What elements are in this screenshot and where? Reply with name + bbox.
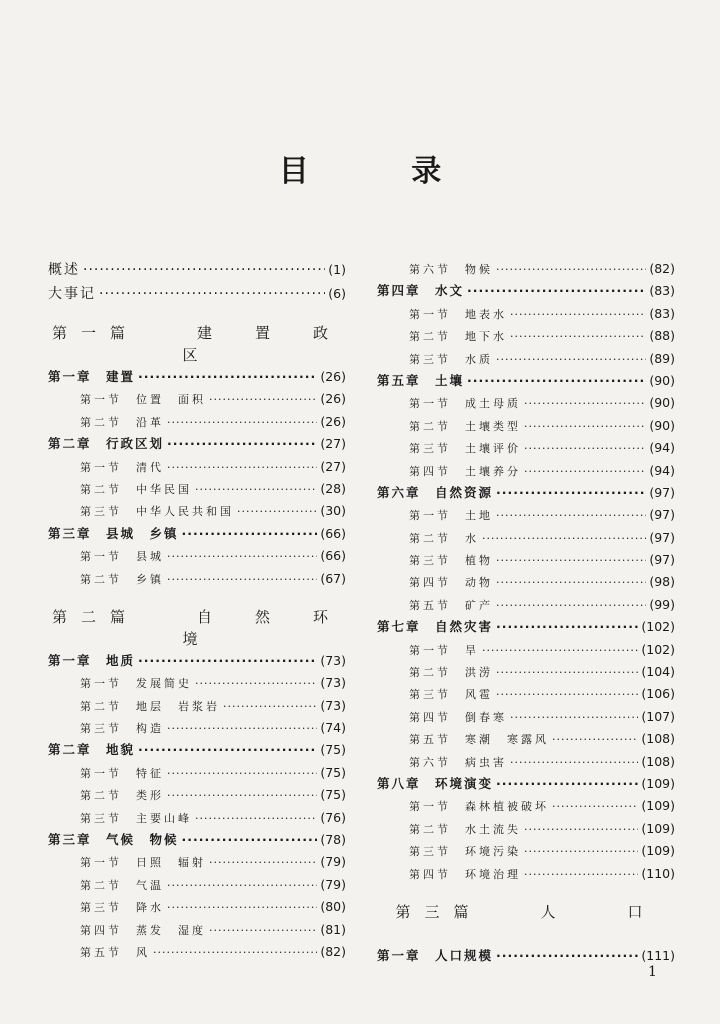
dot-leader	[209, 852, 317, 874]
toc-entry-page: (83)	[649, 283, 675, 299]
toc-entry-page: (109)	[641, 820, 675, 836]
toc-entry-label: 第三章 气候 物候	[48, 832, 179, 848]
toc-entry-label: 第三节 植物	[409, 554, 493, 568]
toc-section-entry[interactable]	[48, 851, 346, 873]
dot-leader	[496, 616, 638, 638]
dot-leader	[167, 546, 317, 568]
toc-section-entry[interactable]	[377, 661, 675, 683]
toc-entry-label: 第一节 森林植被破坏	[409, 800, 549, 814]
dot-leader	[153, 942, 317, 964]
toc-entry-page: (67)	[320, 570, 346, 586]
toc-section-entry[interactable]	[48, 717, 346, 739]
toc-entry-label: 第二节 洪涝	[409, 666, 493, 680]
toc-entry-page: (76)	[320, 809, 346, 825]
toc-entry-page: (78)	[320, 832, 346, 848]
toc-entry-label: 第二章 地貌	[48, 742, 136, 758]
toc-section-entry[interactable]	[48, 478, 346, 500]
toc-entry-label: 第四章 水文	[377, 283, 465, 299]
toc-entry-label: 第七章 自然灾害	[377, 619, 494, 635]
dot-leader	[195, 808, 317, 830]
toc-entry-label: 第三节 水质	[409, 352, 493, 366]
dot-leader	[167, 569, 317, 591]
toc-chapter-entry[interactable]	[377, 616, 675, 638]
toc-entry-page: (99)	[649, 596, 675, 612]
toc-section-entry[interactable]	[377, 751, 675, 773]
dot-leader	[138, 650, 317, 672]
dot-leader	[467, 280, 646, 302]
toc-entry-page: (94)	[649, 440, 675, 456]
toc-entry-page: (90)	[649, 395, 675, 411]
toc-section-entry[interactable]	[48, 456, 346, 478]
dot-leader	[223, 696, 317, 718]
toc-entry-label: 第一节 特征	[80, 766, 164, 780]
toc-section-entry[interactable]	[48, 545, 346, 567]
dot-leader	[496, 595, 646, 617]
dot-leader	[467, 370, 646, 392]
toc-entry-page: (110)	[641, 865, 675, 881]
dot-leader	[496, 259, 646, 281]
toc-entry-label: 第一章 人口规模	[377, 947, 494, 963]
dot-leader	[182, 523, 318, 545]
toc-section-entry[interactable]	[377, 325, 675, 347]
page-number: 1	[648, 964, 657, 980]
toc-section-entry[interactable]	[377, 840, 675, 862]
toc-section-entry[interactable]	[377, 594, 675, 616]
toc-chapter-entry[interactable]	[377, 945, 675, 967]
toc-entry-label: 第一章 地质	[48, 652, 136, 668]
dot-leader	[167, 763, 317, 785]
toc-entry-label: 第五节 风	[80, 945, 150, 959]
toc-entry-page: (82)	[320, 943, 346, 959]
toc-section-entry[interactable]	[377, 818, 675, 840]
dot-leader	[510, 707, 638, 729]
dot-leader	[496, 662, 638, 684]
toc-section-entry[interactable]	[377, 527, 675, 549]
toc-entry-label: 第六章 自然资源	[377, 484, 494, 500]
toc-entry-page: (111)	[641, 947, 675, 963]
toc-entry-label: 第二节 土壤类型	[409, 419, 521, 433]
toc-entry-page: (73)	[320, 652, 346, 668]
toc-chapter-entry[interactable]	[48, 366, 346, 388]
toc-entry-label: 第一节 地表水	[409, 307, 507, 321]
toc-section-entry[interactable]	[48, 896, 346, 918]
dot-leader	[524, 864, 638, 886]
toc-section-entry[interactable]	[377, 683, 675, 705]
dot-leader	[138, 739, 317, 761]
toc-section-entry[interactable]	[377, 639, 675, 661]
toc-entry-label: 第二节 地层 岩浆岩	[80, 699, 220, 713]
toc-entry-label: 第二节 地下水	[409, 330, 507, 344]
dot-leader	[167, 433, 317, 455]
toc-entry-page: (73)	[320, 675, 346, 691]
toc-entry-page: (27)	[320, 436, 346, 452]
dot-leader	[138, 366, 317, 388]
dot-leader	[167, 897, 317, 919]
dot-leader	[552, 729, 638, 751]
toc-entry-label: 第五章 土壤	[377, 372, 465, 388]
toc-entry-label: 第一节 成土母质	[409, 397, 521, 411]
toc-entry-page: (107)	[641, 708, 675, 724]
toc-entry-label: 第四节 环境治理	[409, 867, 521, 881]
toc-entry-page: (104)	[641, 664, 675, 680]
toc-entry-page: (98)	[649, 574, 675, 590]
dot-leader	[482, 528, 646, 550]
toc-entry-label: 第二节 水	[409, 531, 479, 545]
dot-leader	[209, 920, 317, 942]
toc-column-left	[48, 258, 372, 963]
toc-section-entry[interactable]	[377, 303, 675, 325]
toc-entry-page: (6)	[328, 286, 346, 301]
dot-leader	[496, 349, 646, 371]
toc-section-entry[interactable]	[48, 807, 346, 829]
toc-entry-page: (97)	[649, 484, 675, 500]
dot-leader	[496, 684, 638, 706]
toc-top-entry[interactable]	[48, 282, 346, 306]
toc-entry-page: (30)	[320, 503, 346, 519]
toc-entry-page: (66)	[320, 548, 346, 564]
toc-entry-label: 第二节 类形	[80, 789, 164, 803]
dot-leader	[510, 326, 646, 348]
toc-entry-page: (97)	[649, 507, 675, 523]
dot-leader	[167, 785, 317, 807]
dot-leader	[524, 416, 646, 438]
toc-section-entry[interactable]	[48, 388, 346, 410]
toc-entry-page: (102)	[641, 619, 675, 635]
toc-entry-page: (83)	[649, 305, 675, 321]
toc-entry-page: (109)	[641, 775, 675, 791]
toc-entry-page: (108)	[641, 753, 675, 769]
toc-entry-label: 第四节 土壤养分	[409, 464, 521, 478]
toc-section-entry[interactable]	[48, 919, 346, 941]
toc-entry-label: 第三节 构造	[80, 722, 164, 736]
toc-section-entry[interactable]	[48, 762, 346, 784]
toc-entry-label: 第一节 清代	[80, 460, 164, 474]
toc-entry-page: (109)	[641, 798, 675, 814]
toc-column-right	[377, 258, 675, 967]
toc-section-entry[interactable]	[377, 415, 675, 437]
dot-leader	[524, 819, 638, 841]
toc-entry-page: (66)	[320, 525, 346, 541]
toc-entry-label: 概述	[48, 262, 80, 278]
dot-leader	[552, 796, 638, 818]
dot-leader	[167, 412, 317, 434]
toc-entry-page: (26)	[320, 391, 346, 407]
toc-entry-label: 第一章 建置	[48, 369, 136, 384]
toc-entry-label: 第二节 水土流失	[409, 822, 521, 836]
dot-leader	[496, 572, 646, 594]
toc-entry-page: (94)	[649, 462, 675, 478]
toc-entry-page: (80)	[320, 899, 346, 915]
toc-entry-label: 第二节 中华民国	[80, 482, 192, 496]
dot-leader	[182, 829, 318, 851]
toc-entry-label: 第一节 位置 面积	[80, 393, 206, 407]
toc-section-entry[interactable]	[48, 568, 346, 590]
toc-entry-label: 第三节 风雹	[409, 688, 493, 702]
dot-leader	[83, 258, 325, 282]
toc-section-entry[interactable]	[48, 672, 346, 694]
dot-leader	[167, 457, 317, 479]
toc-section-entry[interactable]	[377, 504, 675, 526]
dot-leader	[496, 550, 646, 572]
toc-entry-label: 第二章 行政区划	[48, 436, 165, 452]
toc-entry-page: (102)	[641, 641, 675, 657]
toc-entry-page: (73)	[320, 697, 346, 713]
toc-entry-page: (79)	[320, 876, 346, 892]
toc-section-entry[interactable]	[48, 941, 346, 963]
dot-leader	[167, 718, 317, 740]
toc-entry-label: 第一节 县城	[80, 550, 164, 564]
toc-entry-page: (75)	[320, 764, 346, 780]
toc-chapter-entry[interactable]	[377, 773, 675, 795]
toc-entry-label: 第一节 土地	[409, 509, 493, 523]
toc-entry-label: 第四节 动物	[409, 576, 493, 590]
toc-entry-page: (81)	[320, 921, 346, 937]
toc-section-entry[interactable]	[377, 728, 675, 750]
toc-entry-page: (106)	[641, 686, 675, 702]
toc-entry-label: 第六节 病虫害	[409, 755, 507, 769]
toc-entry-label: 第四节 蒸发 湿度	[80, 923, 206, 937]
dot-leader	[167, 875, 317, 897]
dot-leader	[209, 389, 317, 411]
toc-section-entry[interactable]	[48, 411, 346, 433]
toc-part-heading: 第二篇 自 然 环 境	[51, 607, 372, 648]
toc-section-entry[interactable]	[377, 392, 675, 414]
toc-entry-page: (97)	[649, 552, 675, 568]
toc-entry-label: 大事记	[48, 286, 96, 302]
toc-section-entry[interactable]	[377, 549, 675, 571]
toc-entry-page: (82)	[649, 261, 675, 276]
dot-leader	[482, 640, 638, 662]
toc-entry-label: 第四节 倒春寒	[409, 710, 507, 724]
toc-entry-label: 第三节 环境污染	[409, 845, 521, 859]
toc-section-entry[interactable]	[377, 258, 675, 280]
toc-entry-page: (26)	[320, 413, 346, 429]
toc-section-entry[interactable]	[377, 863, 675, 885]
toc-entry-label: 第五节 寒潮 寒露风	[409, 733, 549, 747]
toc-entry-page: (1)	[328, 262, 346, 277]
toc-part-heading: 第一篇 建 置 政 区	[51, 324, 372, 364]
dot-leader	[524, 841, 638, 863]
dot-leader	[510, 304, 646, 326]
toc-chapter-entry[interactable]	[48, 739, 346, 761]
toc-entry-label: 第二节 乡镇	[80, 572, 164, 586]
toc-section-entry[interactable]	[377, 437, 675, 459]
toc-top-entry[interactable]	[48, 258, 346, 282]
dot-leader	[524, 461, 646, 483]
toc-entry-label: 第一节 发展简史	[80, 677, 192, 691]
toc-entry-page: (109)	[641, 843, 675, 859]
toc-entry-page: (88)	[649, 328, 675, 344]
toc-entry-page: (90)	[649, 372, 675, 388]
toc-entry-page: (74)	[320, 720, 346, 736]
toc-section-entry[interactable]	[377, 348, 675, 370]
dot-leader	[195, 479, 317, 501]
toc-section-entry[interactable]	[48, 500, 346, 522]
toc-section-entry[interactable]	[377, 571, 675, 593]
toc-entry-label: 第三节 降水	[80, 901, 164, 915]
toc-part-heading: 第三篇 人 口	[395, 902, 657, 921]
toc-section-entry[interactable]	[48, 784, 346, 806]
dot-leader	[496, 945, 638, 967]
toc-entry-label: 第三节 主要山峰	[80, 811, 192, 825]
page-title: 目 录	[278, 154, 488, 189]
toc-chapter-entry[interactable]	[48, 650, 346, 672]
dot-leader	[237, 501, 317, 523]
dot-leader	[496, 773, 638, 795]
dot-leader	[195, 673, 317, 695]
dot-leader	[496, 482, 646, 504]
toc-chapter-entry[interactable]	[377, 482, 675, 504]
toc-entry-page: (90)	[649, 417, 675, 433]
toc-entry-page: (108)	[641, 731, 675, 747]
toc-chapter-entry[interactable]	[48, 433, 346, 455]
toc-section-entry[interactable]	[377, 706, 675, 728]
toc-entry-page: (28)	[320, 480, 346, 496]
toc-entry-label: 第二节 沿革	[80, 415, 164, 429]
toc-entry-page: (27)	[320, 458, 346, 474]
toc-section-entry[interactable]	[377, 460, 675, 482]
toc-entry-label: 第八章 环境演变	[377, 775, 494, 791]
toc-entry-label: 第三章 县城 乡镇	[48, 525, 179, 541]
toc-chapter-entry[interactable]	[48, 829, 346, 851]
toc-entry-page: (79)	[320, 854, 346, 870]
toc-entry-label: 第五节 矿产	[409, 598, 493, 612]
toc-section-entry[interactable]	[377, 795, 675, 817]
toc-entry-label: 第一节 旱	[409, 643, 479, 657]
toc-entry-label: 第三节 中华人民共和国	[80, 505, 234, 519]
toc-entry-page: (26)	[320, 369, 346, 384]
toc-chapter-entry[interactable]	[48, 523, 346, 545]
toc-entry-label: 第二节 气温	[80, 878, 164, 892]
dot-leader	[99, 282, 325, 306]
toc-entry-page: (75)	[320, 787, 346, 803]
toc-chapter-entry[interactable]	[377, 370, 675, 392]
dot-leader	[524, 438, 646, 460]
toc-section-entry[interactable]	[48, 695, 346, 717]
toc-entry-label: 第六节 物候	[409, 263, 493, 276]
toc-chapter-entry[interactable]	[377, 280, 675, 302]
toc-section-entry[interactable]	[48, 874, 346, 896]
toc-entry-page: (89)	[649, 350, 675, 366]
toc-entry-page: (97)	[649, 529, 675, 545]
dot-leader	[524, 393, 646, 415]
toc-entry-label: 第三节 土壤评价	[409, 442, 521, 456]
toc-entry-page: (75)	[320, 742, 346, 758]
toc-entry-label: 第一节 日照 辐射	[80, 856, 206, 870]
dot-leader	[510, 752, 638, 774]
dot-leader	[496, 505, 646, 527]
